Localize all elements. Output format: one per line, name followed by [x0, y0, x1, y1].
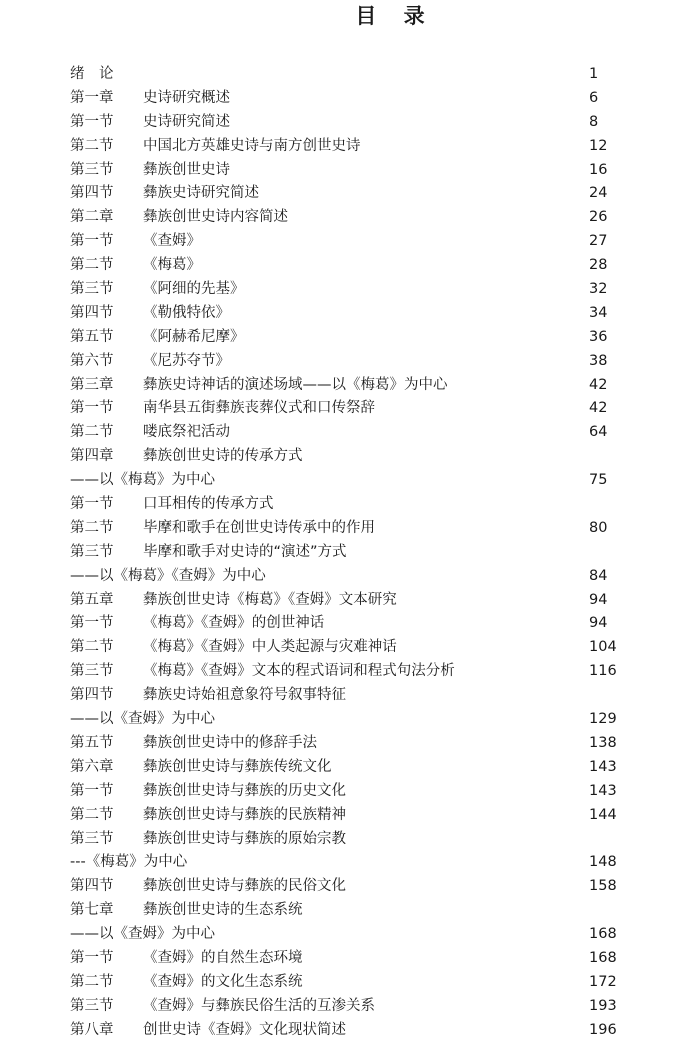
toc-entry-label: 绪 论 — [70, 66, 114, 82]
toc-entry-label: 第四节 — [70, 687, 114, 704]
toc-entry-title: 《查姆》 — [143, 233, 201, 250]
toc-entry-page-number: 193 — [589, 997, 617, 1014]
toc-entry-page-number: 42 — [589, 376, 608, 393]
toc-entry — [70, 707, 630, 731]
toc-entry-label: 第六章 — [70, 758, 114, 775]
toc-entry-page-number: 148 — [589, 854, 617, 871]
toc-entry-page-number: 104 — [589, 639, 617, 656]
toc-entry-page-number: 28 — [589, 257, 608, 274]
toc-entry-label: 第三节 — [70, 830, 114, 847]
toc-entry-label: 第四节 — [70, 878, 114, 895]
toc-entry — [70, 898, 630, 922]
toc-entry-title: 史诗研究概述 — [143, 89, 230, 106]
toc-entry-title: 彝族史诗神话的演述场域——以《梅葛》为中心 — [143, 376, 448, 393]
toc-entry — [70, 373, 630, 397]
toc-entry-title: 毕摩和歌手对史诗的“演述”方式 — [143, 543, 347, 560]
toc-entry-page-number: 34 — [589, 304, 608, 321]
toc-entry — [70, 1018, 630, 1042]
toc-entry — [70, 301, 630, 325]
toc-list — [70, 62, 630, 1042]
toc-entry-label: 第二章 — [70, 209, 114, 226]
toc-entry-title: 彝族创世史诗 — [143, 161, 230, 178]
toc-entry-label: ——以《梅葛》为中心 — [70, 472, 215, 489]
toc-entry-page-number: 75 — [589, 472, 608, 489]
toc-entry-label: 第二节 — [70, 973, 114, 990]
toc-entry-label: 第三节 — [70, 543, 114, 560]
toc-entry-title: 《查姆》的文化生态系统 — [143, 973, 303, 990]
toc-entry-page-number: 196 — [589, 1021, 617, 1038]
toc-entry-page-number: 143 — [589, 782, 617, 799]
toc-entry-label: 第二节 — [70, 137, 114, 154]
toc-entry — [70, 158, 630, 182]
toc-entry — [70, 62, 630, 86]
toc-entry-page-number: 36 — [589, 328, 608, 345]
toc-entry — [70, 325, 630, 349]
toc-entry-page-number: 6 — [589, 89, 599, 106]
toc-entry-page-number: 38 — [589, 352, 608, 369]
toc-entry-label: 第五节 — [70, 328, 114, 345]
toc-entry — [70, 946, 630, 970]
toc-entry-page-number: 138 — [589, 734, 617, 751]
toc-entry-page-number: 32 — [589, 281, 608, 298]
toc-entry — [70, 827, 630, 851]
toc-entry-page-number: 168 — [589, 949, 617, 966]
toc-entry — [70, 922, 630, 946]
toc-entry-page-number: 158 — [589, 878, 617, 895]
toc-entry — [70, 86, 630, 110]
toc-entry-page-number: 27 — [589, 233, 608, 250]
toc-entry-page-number: 24 — [589, 185, 608, 202]
toc-entry-page-number: 12 — [589, 137, 608, 154]
toc-entry-page-number: 94 — [589, 591, 608, 608]
toc-entry-title: 《尼苏夺节》 — [143, 352, 230, 369]
toc-entry-title: 彝族创世史诗与彝族传统文化 — [143, 758, 332, 775]
toc-entry-title: 创世史诗《查姆》文化现状简述 — [143, 1021, 346, 1038]
toc-entry — [70, 444, 630, 468]
toc-entry-label: 第三节 — [70, 161, 114, 178]
toc-entry-title: 彝族创世史诗的生态系统 — [143, 902, 303, 919]
toc-entry-page-number: 16 — [589, 161, 608, 178]
toc-entry-label: 第一节 — [70, 615, 114, 632]
toc-entry-title: 《阿细的先基》 — [143, 281, 245, 298]
page-title: 目 录 — [355, 4, 435, 28]
toc-entry-title: 《查姆》与彝族民俗生活的互渗关系 — [143, 997, 375, 1014]
toc-entry-label: 第三节 — [70, 281, 114, 298]
toc-entry — [70, 731, 630, 755]
toc-entry-label: 第二节 — [70, 257, 114, 274]
toc-entry-title: 彝族创世史诗中的修辞手法 — [143, 734, 317, 751]
toc-entry — [70, 588, 630, 612]
toc-entry — [70, 779, 630, 803]
toc-entry-label: 第四节 — [70, 304, 114, 321]
toc-entry-title: 中国北方英雄史诗与南方创世史诗 — [143, 137, 361, 154]
toc-entry — [70, 492, 630, 516]
toc-entry-title: 毕摩和歌手在创世史诗传承中的作用 — [143, 519, 375, 536]
toc-entry-label: 第三章 — [70, 376, 114, 393]
toc-entry — [70, 659, 630, 683]
toc-entry-page-number: 84 — [589, 567, 608, 584]
toc-entry-page-number: 143 — [589, 758, 617, 775]
toc-entry — [70, 564, 630, 588]
toc-entry — [70, 134, 630, 158]
toc-entry-label: 第二节 — [70, 639, 114, 656]
toc-entry — [70, 205, 630, 229]
toc-entry-label: 第四节 — [70, 185, 114, 202]
toc-entry-page-number: 116 — [589, 663, 617, 680]
toc-entry-label: 第二节 — [70, 806, 114, 823]
toc-entry — [70, 468, 630, 492]
toc-entry-page-number: 8 — [589, 113, 599, 130]
toc-entry-label: ——以《查姆》为中心 — [70, 926, 215, 943]
toc-entry-title: 彝族创世史诗与彝族的历史文化 — [143, 782, 346, 799]
toc-entry — [70, 540, 630, 564]
toc-entry-label: 第七章 — [70, 902, 114, 919]
toc-entry-title: 彝族创世史诗《梅葛》《查姆》文本研究 — [143, 591, 397, 608]
toc-entry-title: 《勒俄特依》 — [143, 304, 230, 321]
toc-entry — [70, 420, 630, 444]
toc-entry-label: 第一节 — [70, 400, 114, 417]
toc-entry-title: 《阿赫希尼摩》 — [143, 328, 245, 345]
toc-entry-page-number: 168 — [589, 926, 617, 943]
toc-entry-title: 彝族创世史诗与彝族的原始宗教 — [143, 830, 346, 847]
toc-entry-title: 《梅葛》《查姆》中人类起源与灾难神话 — [143, 639, 397, 656]
toc-entry-label: 第三节 — [70, 997, 114, 1014]
toc-entry-label: ——以《查姆》为中心 — [70, 711, 215, 728]
toc-entry-label: ——以《梅葛》《查姆》为中心 — [70, 567, 266, 584]
toc-entry — [70, 396, 630, 420]
toc-entry-label: 第四章 — [70, 448, 114, 465]
toc-entry-label: 第三节 — [70, 663, 114, 680]
toc-entry-title: 彝族创世史诗与彝族的民族精神 — [143, 806, 346, 823]
toc-entry-page-number: 144 — [589, 806, 617, 823]
toc-entry — [70, 803, 630, 827]
toc-entry-page-number: 42 — [589, 400, 608, 417]
toc-entry — [70, 850, 630, 874]
toc-entry-title: 《梅葛》 — [143, 257, 201, 274]
toc-entry — [70, 683, 630, 707]
toc-entry-label: 第一节 — [70, 496, 114, 513]
toc-entry-title: 彝族创世史诗与彝族的民俗文化 — [143, 878, 346, 895]
toc-entry — [70, 181, 630, 205]
toc-entry-title: 口耳相传的传承方式 — [143, 496, 274, 513]
toc-entry-label: 第二节 — [70, 424, 114, 441]
toc-entry — [70, 349, 630, 373]
toc-entry-label: 第一节 — [70, 949, 114, 966]
toc-entry — [70, 516, 630, 540]
toc-entry — [70, 110, 630, 134]
toc-entry-title: 《梅葛》《查姆》文本的程式语词和程式句法分析 — [143, 663, 455, 680]
toc-entry — [70, 253, 630, 277]
toc-entry-label: 第五章 — [70, 591, 114, 608]
toc-entry — [70, 635, 630, 659]
toc-entry-title: 《查姆》的自然生态环境 — [143, 949, 303, 966]
toc-entry-label: 第一节 — [70, 113, 114, 130]
toc-entry-page-number: 1 — [589, 66, 599, 82]
toc-entry-title: 彝族创世史诗的传承方式 — [143, 448, 303, 465]
toc-entry-title: 喽底祭祀活动 — [143, 424, 230, 441]
toc-entry-page-number: 129 — [589, 711, 617, 728]
toc-entry-label: 第一章 — [70, 89, 114, 106]
toc-entry — [70, 229, 630, 253]
toc-entry — [70, 970, 630, 994]
toc-entry — [70, 994, 630, 1018]
toc-entry-label: 第八章 — [70, 1021, 114, 1038]
toc-entry-label: 第五节 — [70, 734, 114, 751]
toc-entry-title: 《梅葛》《查姆》的创世神话 — [143, 615, 325, 632]
toc-entry-label: 第六节 — [70, 352, 114, 369]
toc-entry — [70, 874, 630, 898]
toc-entry-page-number: 94 — [589, 615, 608, 632]
toc-entry — [70, 277, 630, 301]
toc-entry-page-number: 26 — [589, 209, 608, 226]
toc-entry — [70, 755, 630, 779]
toc-entry-page-number: 172 — [589, 973, 617, 990]
toc-entry-title: 南华县五街彝族丧葬仪式和口传祭辞 — [143, 400, 375, 417]
toc-entry-label: 第一节 — [70, 233, 114, 250]
toc-entry-page-number: 64 — [589, 424, 608, 441]
toc-entry-label: 第一节 — [70, 782, 114, 799]
toc-entry-page-number: 80 — [589, 519, 608, 536]
toc-entry-title: 彝族史诗始祖意象符号叙事特征 — [143, 687, 346, 704]
toc-entry — [70, 611, 630, 635]
toc-entry-title: 彝族史诗研究简述 — [143, 185, 259, 202]
toc-entry-title: 史诗研究简述 — [143, 113, 230, 130]
toc-entry-title: 彝族创世史诗内容简述 — [143, 209, 288, 226]
toc-entry-label: 第二节 — [70, 519, 114, 536]
toc-entry-label: ---《梅葛》为中心 — [70, 854, 188, 871]
